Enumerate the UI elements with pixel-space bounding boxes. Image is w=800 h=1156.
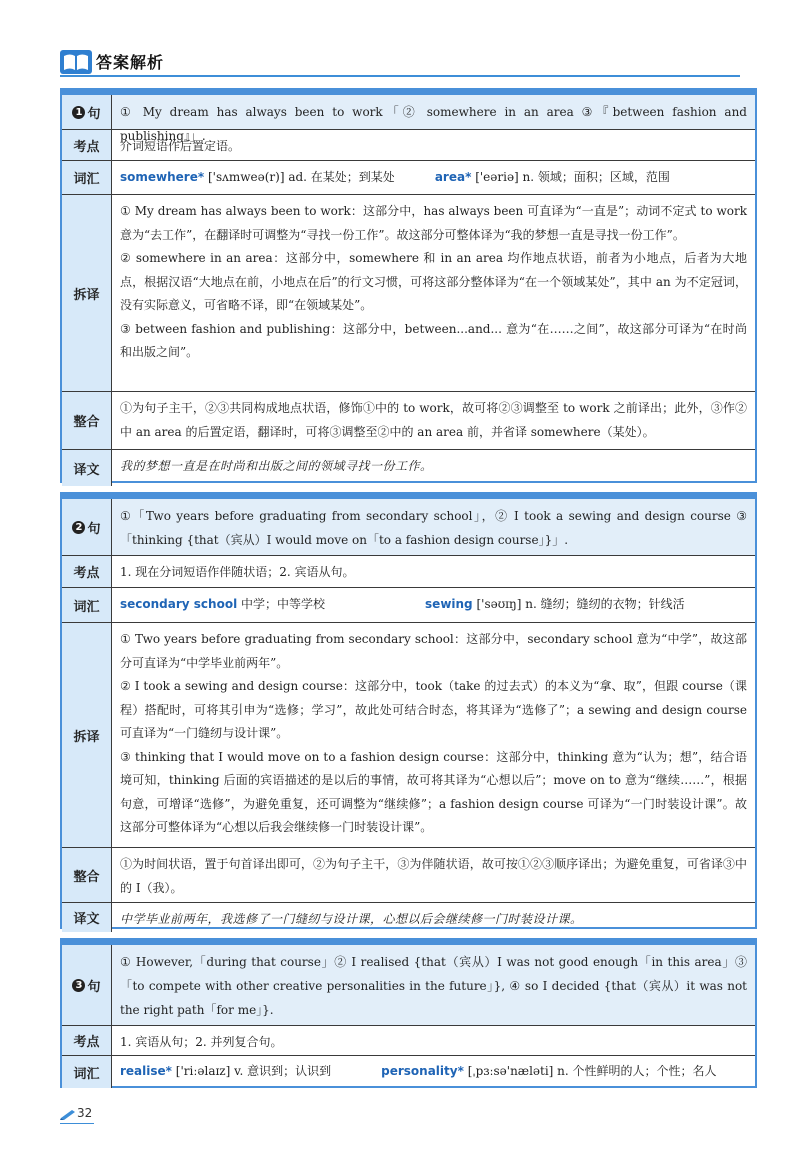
vocab-definition: ['eəriə] n. 领域；面积；区域，范围 (475, 169, 670, 184)
sentence-row (62, 95, 755, 143)
caiyi-part: ① Two years before graduating from secondary school：这部分中，secondary school 意为“中学”，故这部分可直译为“中学毕业前两年”。 (120, 632, 747, 670)
vocab-label: 词汇 (62, 1056, 112, 1088)
zhenghe-row (62, 847, 755, 902)
header-rule (60, 75, 740, 77)
caiyi-row (62, 194, 755, 391)
caiyi-label: 拆译 (62, 195, 112, 391)
kaodian-row (62, 129, 755, 160)
sentence-row (62, 945, 755, 1025)
vocab-term: area (434, 169, 466, 184)
kaodian-text: 介词短语作后置定语。 (120, 139, 241, 153)
yiwen-row (62, 449, 755, 486)
kaodian-text: 1. 现在分词短语作伴随状语；2. 宾语从句。 (120, 565, 355, 579)
vocab-row (62, 160, 755, 194)
caiyi-label: 拆译 (62, 623, 112, 847)
kaodian-text: 1. 宾语从句；2. 并列复合句。 (120, 1035, 283, 1049)
sentence-block-3 (60, 938, 757, 1088)
sentence-text: ① However,「during that course」② I realised {that（宾从）I was not good enough「in this area」③「to compete with other creative personalities in the future」}, ④ so I decided {that（宾从）it was not the right path「for me」}. (112, 945, 755, 1025)
vocab-term: realise (120, 1064, 166, 1079)
vocab-row (62, 587, 755, 622)
caiyi-part: ③ thinking that I would move on to a fashion design course：这部分中，thinking 意为“认为；想”，结合语境可知，thinking 后面的宾语描述的是以后的事情，故可将其译为“心想以后”；move on to 意为“继续……”，根据句意，可增译“选修”，为避免重复，还可调整为“继续修”；a fashion design course 可译为“一门时装设计课”。故这部分可整体译为“心想以后我会继续修一门时装设计课”。 (120, 749, 747, 834)
vocab-term: personality (381, 1064, 458, 1079)
pen-icon (60, 1108, 76, 1120)
vocab-definition: ['riːəlaɪz] v. 意识到；认识到 (175, 1064, 332, 1079)
vocab-definition: ['səʊɪŋ] n. 缝纫；缝纫的衣物；针线活 (476, 597, 685, 612)
vocab-row (62, 1055, 755, 1088)
kaodian-label: 考点 (62, 130, 112, 160)
page-number: 32 (77, 1106, 93, 1120)
yiwen-text: 中学毕业前两年，我选修了一门缝纫与设计课，心想以后会继续修一门时装设计课。 (120, 912, 583, 926)
zhenghe-text: ①为句子主干，②③共同构成地点状语，修饰①中的 to work，故可将②③调整至 to work 之前译出；此外，③作②中 an area 的后置定语，翻译时，可将③调整至②中的 an area 前，并省译 somewhere（某处）。 (120, 401, 747, 439)
caiyi-row (62, 622, 755, 847)
yiwen-text: 我的梦想一直是在时尚和出版之间的领域寻找一份工作。 (120, 459, 433, 473)
zhenghe-row (62, 391, 755, 449)
vocab-label: 词汇 (62, 161, 112, 194)
caiyi-part: ② somewhere in an area：这部分中，somewhere 和 in an area 均作地点状语，前者为小地点，后者为大地点，根据汉语“大地点在前，小地点在后”的行文习惯，可将这部分整体译为“在一个领域某处”，其中 an 为不定冠词，没有实际意义，可省略不译，即“在领域某处”。 (120, 251, 747, 312)
vocab-content: realise * ['riːəlaɪz] v. 意识到；认识到 personality * [ˌpɜːsə'næləti] n. 个性鲜明的人；个性；名人 (112, 1056, 755, 1088)
section-title: 答案解析 (96, 53, 165, 72)
zhenghe-label: 整合 (62, 392, 112, 449)
sentence-number: 2 (72, 521, 85, 534)
zhenghe-label: 整合 (62, 848, 112, 902)
section-header (60, 48, 760, 78)
yiwen-row (62, 902, 755, 932)
vocab-definition: [ˌpɜːsə'næləti] n. 个性鲜明的人；个性；名人 (467, 1064, 717, 1079)
caiyi-content (112, 623, 755, 847)
sentence-row (62, 499, 755, 555)
vocab-term: somewhere (120, 169, 198, 184)
caiyi-part: ③ between fashion and publishing：这部分中，between...and... 意为“在……之间”，故这部分可译为“在时尚和出版之间”。 (120, 321, 747, 359)
kaodian-label: 考点 (62, 1026, 112, 1055)
sentence-text: ①「Two years before graduating from secondary school」，② I took a sewing and design course ③「thinking {that（宾从）I would move on「to a fashion design course」}」. (112, 499, 755, 555)
caiyi-content (112, 195, 755, 391)
vocab-term: sewing (425, 597, 473, 612)
sentence-number: 1 (72, 106, 85, 119)
sentence-label: 3 句 (62, 945, 112, 1025)
page-footer (60, 1104, 120, 1126)
yiwen-label: 译文 (62, 450, 112, 486)
sentence-number: 3 (72, 979, 85, 992)
kaodian-label: 考点 (62, 556, 112, 587)
vocab-term: secondary school (120, 597, 238, 612)
zhenghe-text: ①为时间状语，置于句首译出即可，②为句子主干，③为伴随状语，故可按①②③顺序译出；为避免重复，可省译③中的 I（我）。 (120, 857, 747, 895)
kaodian-row (62, 555, 755, 587)
yiwen-label: 译文 (62, 903, 112, 932)
sentence-label: 2 句 (62, 499, 112, 555)
vocab-definition: 中学；中等学校 (241, 597, 326, 612)
caiyi-part: ① My dream has always been to work：这部分中，has always been 可直译为“一直是”；动词不定式 to work 意为“去工作”，在翻译时可调整为“寻找一份工作”。故这部分可整体译为“我的梦想一直是寻找一份工作”。 (120, 204, 747, 242)
sentence-label: 1 句 (62, 95, 112, 129)
caiyi-part: ② I took a sewing and design course：这部分中，took（take 的过去式）的本义为“拿、取”，但跟 course（课程）搭配时，可将其引申为“选修；学习”，故此处可结合时态，将其译为“选修了”；a sewing and design course 可直译为“一门缝纫与设计课”。 (120, 679, 747, 740)
vocab-label: 词汇 (62, 588, 112, 622)
vocab-content: somewhere * ['sʌmweə(r)] ad. 在某处；到某处 area * ['eəriə] n. 领域；面积；区域，范围 (112, 161, 755, 194)
footer-rule (60, 1123, 94, 1124)
kaodian-row (62, 1025, 755, 1055)
open-book-icon (60, 50, 92, 74)
vocab-definition: ['sʌmweə(r)] ad. 在某处；到某处 (207, 169, 395, 184)
vocab-content (112, 588, 755, 622)
sentence-block-1 (60, 88, 757, 483)
sentence-block-2 (60, 492, 757, 929)
sentence-text: ① My dream has always been to work「② somewhere in an area ③『between fashion and publishing』」. (112, 95, 755, 129)
